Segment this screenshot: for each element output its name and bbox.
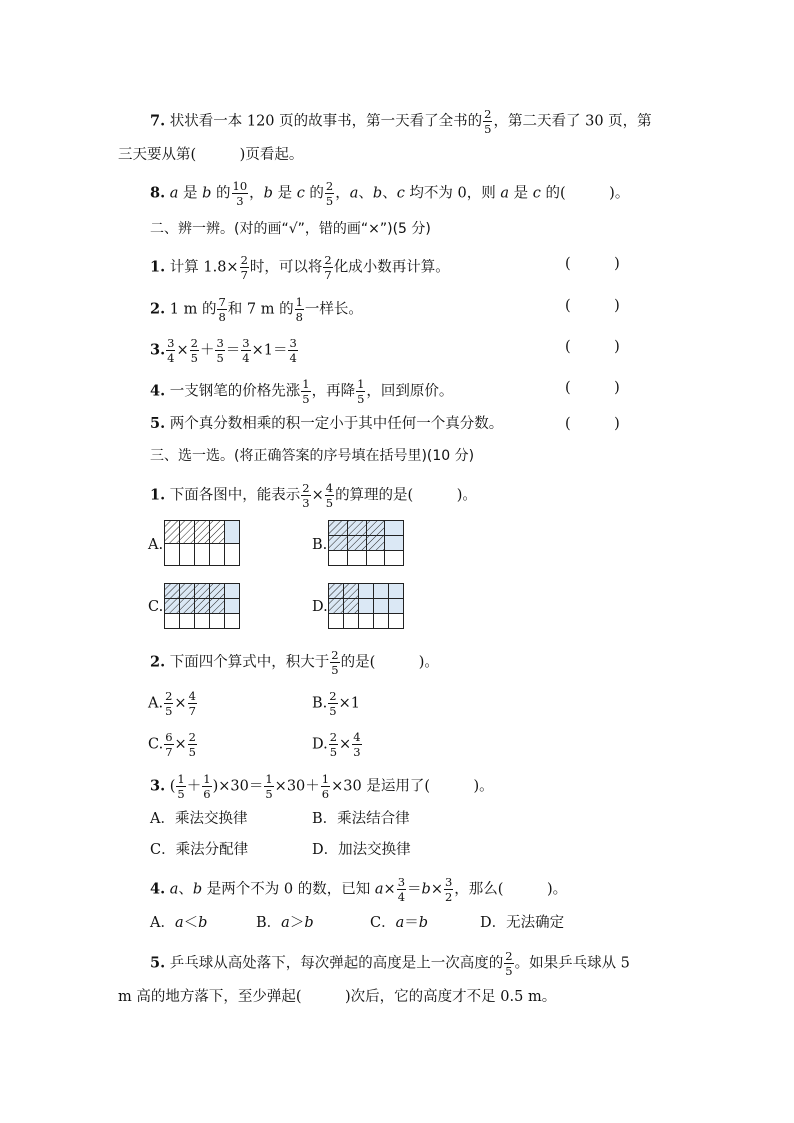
grid-option-b[interactable] [328,520,405,567]
option-b-label[interactable]: B. [312,537,328,553]
option-a-label[interactable]: A. [148,537,164,553]
fraction: $\frac{2}{5}$ [484,107,492,136]
q2-option-b[interactable]: B. $\frac{2}{5}$ ×1 [312,689,360,718]
answer-paren-4[interactable]: ( ) [565,380,620,396]
fraction: $\frac{7}{8}$ [218,295,226,324]
section2-title: 二、辨一辨。(对的画“√”，错的画“×”)(5 分) [150,221,431,237]
q3-option-d[interactable]: D．加法交换律 [312,842,411,858]
q7-line2: 三天要从第( )页看起。 [118,147,304,163]
fraction: $\frac{4}{3}$ [353,730,361,759]
choice-q5-line1: 5. 乒乓球从高处落下，每次弹起的高度是上一次高度的 $\frac{2}{5}$ 。如果乒乓球从 5 [150,949,630,978]
grid-c-svg [164,583,241,630]
fraction: $\frac{3}{2}$ [444,875,453,904]
q7-line1: 7. 状状看一本 120 页的故事书，第一天看了全书的 $\frac{2}{5}$ ，第二天看了 30 页，第 [150,107,652,136]
fraction: $\frac{1}{5}$ [357,377,365,406]
answer-paren-2[interactable]: ( ) [565,298,620,314]
judge-item-2: 2. 1 m 的 $\frac{7}{8}$ 和 7 m 的 $\frac{1}{8}$ 一样长。 [150,295,363,324]
q3-option-a[interactable]: A．乘法交换律 [150,811,248,827]
fraction: $\frac{2}{5}$ [188,730,196,759]
answer-paren-1[interactable]: ( ) [565,256,620,272]
fraction: $\frac{2}{3}$ [302,481,310,510]
fraction: $\frac{1}{6}$ [203,772,211,801]
grid-option-d[interactable] [328,583,405,630]
judge-item-4: 4. 一支钢笔的价格先涨 $\frac{1}{5}$ ，再降 $\frac{1}{5}$ ，回到原价。 [150,377,454,406]
fraction: $\frac{1}{6}$ [321,772,330,801]
judge-item-1: 1. 计算 1.8× $\frac{2}{7}$ 时，可以将 $\frac{2}{7}$ 化成小数再计算。 [150,253,450,282]
fraction: $\frac{2}{5}$ [331,648,339,677]
fraction: $\frac{1}{5}$ [265,772,273,801]
q8-line: 8. a 是 b 的 $\frac{10}{3}$ ，b 是 c 的 $\frac{2}{5}$ ，a、b、c 均不为 0，则 a 是 c 的( )。 [150,179,630,208]
fraction: $\frac{10}{3}$ [232,179,248,208]
q3-option-b[interactable]: B．乘法结合律 [312,811,410,827]
fraction: $\frac{1}{8}$ [295,295,303,324]
q7-number: 7. [150,112,166,130]
judge-item-3: 3. $\frac{3}{4}$ × $\frac{2}{5}$ ＋ $\frac{3}{5}$ ＝ $\frac{3}{4}$ ×1＝ $\frac{3}{4}$ [150,336,297,365]
answer-paren-3[interactable]: ( ) [565,339,620,355]
choice-q5-line2: m 高的地方落下，至少弹起( )次后，它的高度才不足 0.5 m。 [118,989,557,1005]
fraction: $\frac{4}{7}$ [188,689,196,718]
q4-option-c[interactable]: C．a＝b [370,915,429,931]
fraction: $\frac{6}{7}$ [165,730,173,759]
fraction: $\frac{2}{5}$ [329,689,337,718]
fraction: $\frac{3}{4}$ [242,336,250,365]
q2-option-a[interactable]: A. $\frac{2}{5}$ × $\frac{4}{7}$ [148,689,196,718]
grid-b-svg [328,520,405,567]
choice-q2: 2. 下面四个算式中，积大于 $\frac{2}{5}$ 的是( )。 [150,648,439,677]
fraction: $\frac{3}{4}$ [397,875,406,904]
fraction: $\frac{3}{4}$ [289,336,297,365]
q4-option-d[interactable]: D．无法确定 [480,915,565,931]
fraction: $\frac{3}{4}$ [167,336,175,365]
q4-option-b[interactable]: B．a＞b [256,915,314,931]
fraction: $\frac{2}{5}$ [165,689,173,718]
grid-d-svg [328,583,405,630]
fraction: $\frac{1}{5}$ [302,377,310,406]
fraction: $\frac{2}{7}$ [324,253,332,282]
grid-option-a[interactable] [164,520,241,567]
fraction: $\frac{2}{5}$ [325,179,334,208]
fraction: $\frac{3}{5}$ [216,336,224,365]
option-c-label[interactable]: C. [148,599,164,615]
q2-option-d[interactable]: D. $\frac{2}{5}$ × $\frac{4}{3}$ [312,730,361,759]
fraction: $\frac{2}{5}$ [505,949,513,978]
q2-option-c[interactable]: C. $\frac{6}{7}$ × $\frac{2}{5}$ [148,730,196,759]
option-d-label[interactable]: D. [312,599,328,615]
choice-q3: 3. ( $\frac{1}{5}$ ＋ $\frac{1}{6}$ )×30＝ $\frac{1}{5}$ ×30＋ $\frac{1}{6}$ ×30 是运用了( )。 [150,772,494,801]
choice-q4: 4. a、b 是两个不为 0 的数，已知 a× $\frac{3}{4}$ ＝b× $\frac{3}{2}$ ，那么( )。 [150,875,568,904]
judge-item-5: 5. 两个真分数相乘的积一定小于其中任何一个真分数。 [150,415,504,432]
grid-option-c[interactable] [164,583,241,630]
fraction: $\frac{2}{5}$ [190,336,198,365]
fraction: $\frac{4}{5}$ [325,481,334,510]
fraction: $\frac{2}{5}$ [329,730,338,759]
answer-paren-5[interactable]: ( ) [565,416,620,432]
q4-option-a[interactable]: A．a＜b [150,915,208,931]
choice-q1: 1. 下面各图中，能表示 $\frac{2}{3}$ × $\frac{4}{5}$ 的算理的是( )。 [150,481,477,510]
section3-title: 三、选一选。(将正确答案的序号填在括号里)(10 分) [150,448,475,464]
q3-option-c[interactable]: C．乘法分配律 [150,842,249,858]
fraction: $\frac{1}{5}$ [177,772,185,801]
grid-a-svg [164,520,241,567]
fraction: $\frac{2}{7}$ [240,253,248,282]
